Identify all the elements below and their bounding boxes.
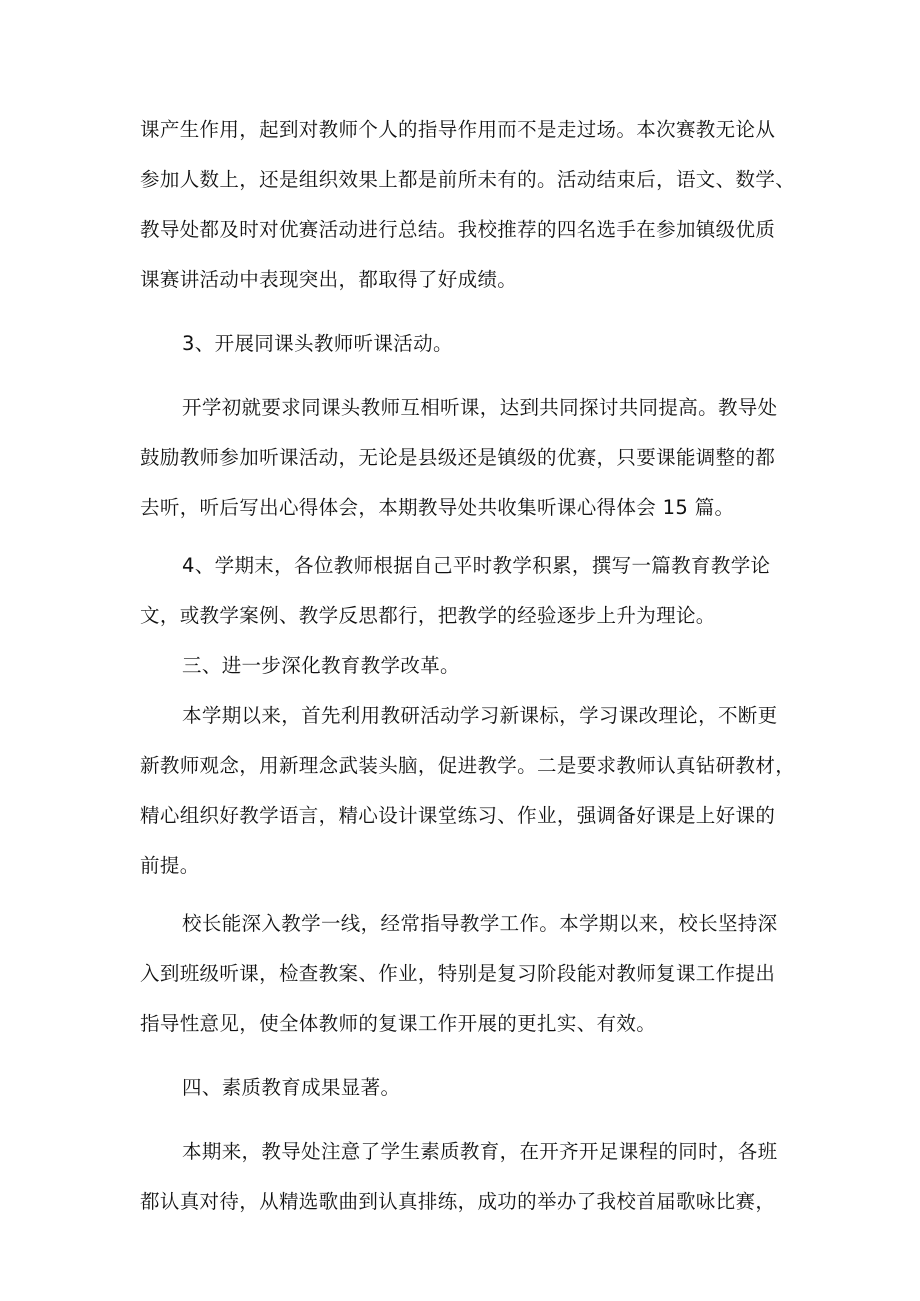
text-line: 入到班级听课，检查教案、作业，特别是复习阶段能对教师复课工作提出 [140,962,776,985]
paragraph-teaching-reform [140,698,796,884]
text-line: 校长能深入教学一线，经常指导教学工作。本学期以来，校长坚持深 [182,912,778,935]
text-line: 3、开展同课头教师听课活动。 [182,332,453,355]
paragraph-evaluation-summary [140,112,796,298]
paragraph-quality-education [140,1134,790,1220]
paragraph-item-4 [140,548,790,634]
text-line: 课产生作用，起到对教师个人的指导作用而不是走过场。本次赛教无论从 [140,118,776,141]
text-line: 前提。 [140,854,200,877]
text-line: 文，或教学案例、教学反思都行，把教学的经验逐步上升为理论。 [140,604,716,627]
text-line: 课赛讲活动中表现突出，都取得了好成绩。 [140,268,518,291]
text-line: 三、进一步深化教育教学改革。 [182,654,460,677]
document-body [140,112,796,1220]
text-line: 本学期以来，首先利用教研活动学习新课标，学习课改理论，不断更 [182,704,778,727]
paragraph-principal-guidance [140,906,790,1042]
text-line: 本期来，教导处注意了学生素质教育，在开齐开足课程的同时，各班 [182,1140,778,1163]
section-heading-three [140,648,790,684]
text-line: 开学初就要求同课头教师互相听课，达到共同探讨共同提高。教导处 [182,396,778,419]
text-line: 鼓励教师参加听课活动，无论是县级还是镇级的优赛，只要课能调整的都 [140,446,776,469]
text-line: 都认真对待，从精选歌曲到认真排练，成功的举办了我校首届歌咏比赛， [140,1190,776,1213]
text-line: 四、素质教育成果显著。 [182,1076,401,1099]
text-line: 指导性意见，使全体教师的复课工作开展的更扎实、有效。 [140,1012,657,1035]
text-line: 去听，听后写出心得体会，本期教导处共收集听课心得体会 15 篇。 [140,496,735,519]
text-line: 教导处都及时对优赛活动进行总结。我校推荐的四名选手在参加镇级优质 [140,218,776,241]
text-line: 4、学期末，各位教师根据自己平时教学积累，撰写一篇教育教学论 [182,554,771,577]
paragraph-lesson-observation [140,390,790,526]
section-heading-four [140,1070,790,1106]
text-line: 精心组织好教学语言，精心设计课堂练习、作业，强调备好课是上好课的 [140,804,776,827]
text-line: 参加人数上，还是组织效果上都是前所未有的。活动结束后，语文、数学、 [140,168,796,191]
paragraph-heading-item-3 [140,326,790,362]
text-line: 新教师观念，用新理念武装头脑，促进教学。二是要求教师认真钻研教材， [140,754,796,777]
